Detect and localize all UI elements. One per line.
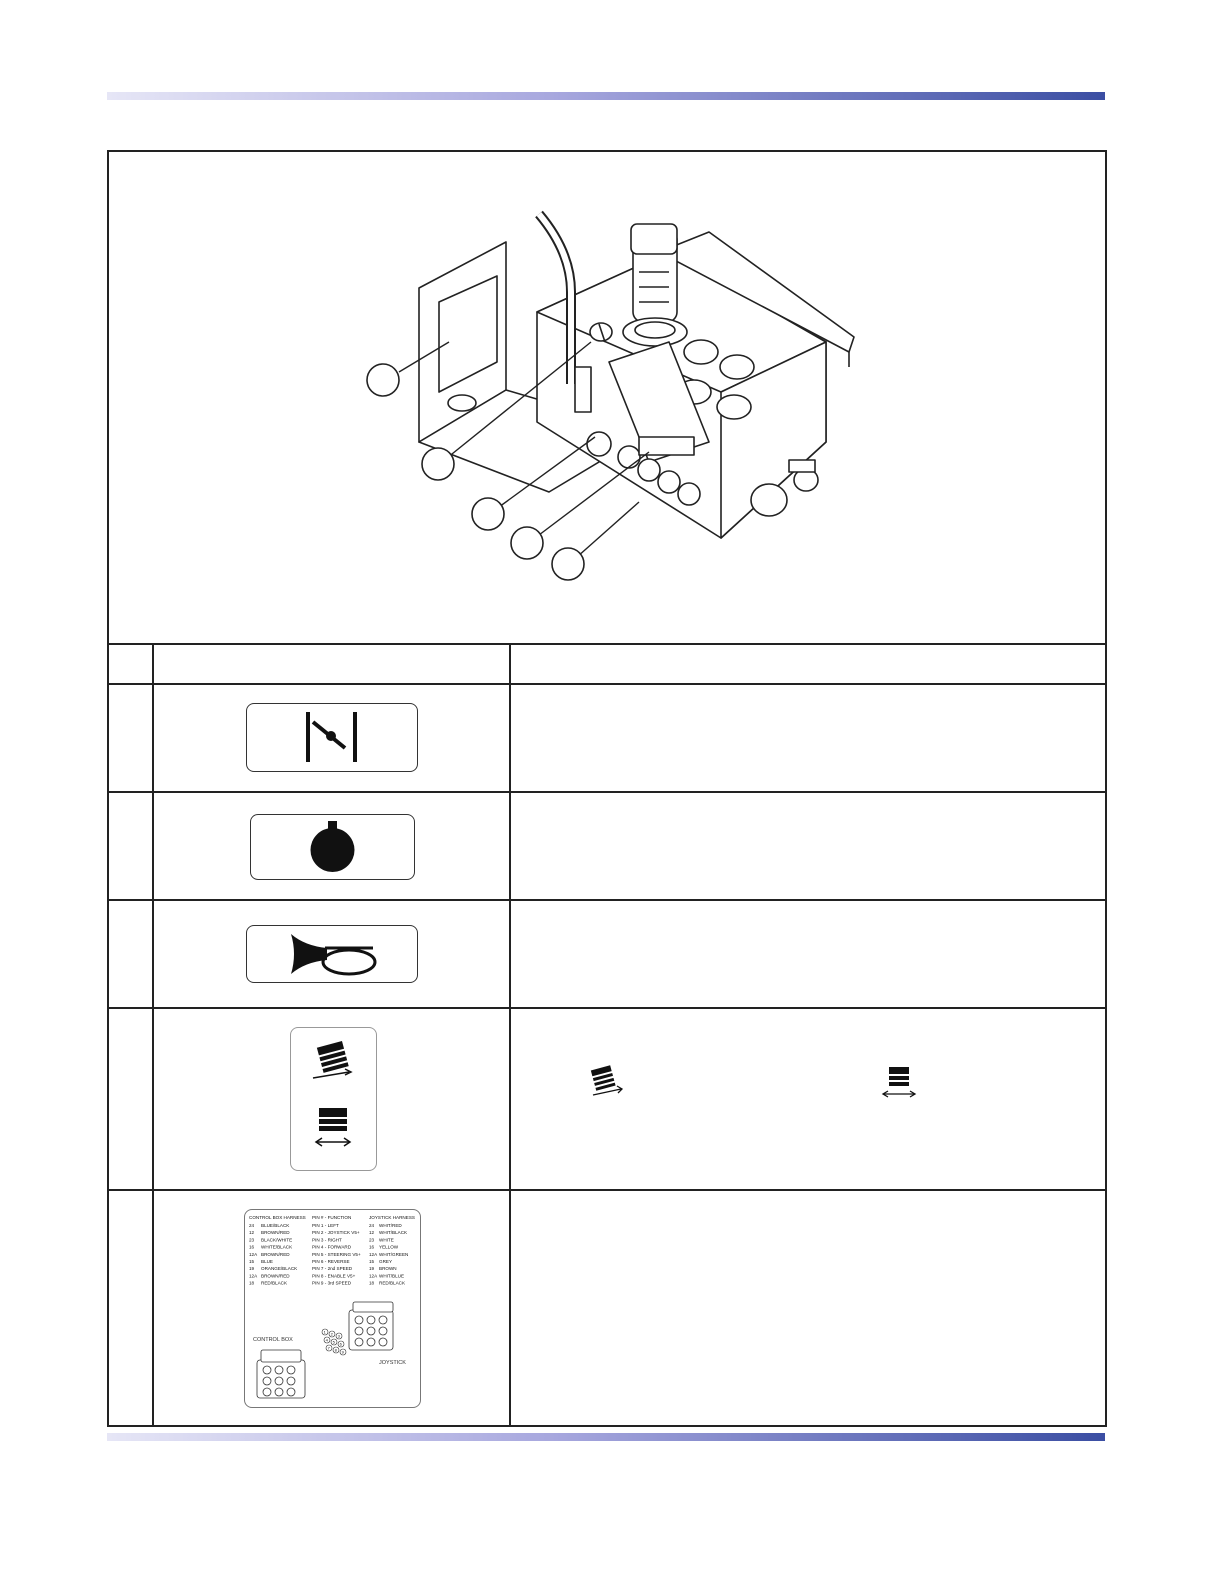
callout-circle-2 — [422, 448, 454, 480]
header-number — [109, 645, 154, 683]
wiring-cell: BROWN/RED — [261, 1230, 290, 1236]
callout-circle-4 — [511, 527, 543, 559]
pin-number: 4 — [325, 1337, 328, 1343]
wiring-cell: YELLOW — [379, 1244, 399, 1250]
wiring-cell: 23 — [369, 1237, 375, 1243]
wiring-cell: 16 — [249, 1244, 255, 1250]
wiring-cell: WHIT/BLACK — [379, 1230, 408, 1236]
callout-circle-5 — [552, 548, 584, 580]
horn-icon — [247, 926, 417, 982]
control-box-illustration — [109, 152, 1105, 645]
row-number — [109, 685, 154, 791]
wiring-cell: BLACK/WHITE — [261, 1237, 293, 1243]
wiring-cell: PIN 4 - FORWARD — [312, 1244, 352, 1250]
wiring-cell: PIN 9 - 3rd SPEED — [312, 1280, 352, 1286]
wiring-cell: PIN 3 - RIGHT — [312, 1237, 342, 1243]
harness-wiring-decal — [244, 1209, 421, 1408]
table-row — [109, 1009, 1105, 1191]
wiring-cell: WHIT/GREEN — [379, 1251, 409, 1257]
wiring-cell: BROWN/RED — [261, 1273, 290, 1279]
callout-circle-3 — [472, 498, 504, 530]
pin-number: 9 — [341, 1349, 344, 1355]
wiring-cell: 23 — [249, 1237, 255, 1243]
steering-mode-decal — [290, 1027, 377, 1171]
table-row — [109, 793, 1105, 901]
wiring-cell: PIN 2 - JOYSTICK V5+ — [312, 1230, 360, 1236]
wiring-cell: 18 — [369, 1280, 375, 1286]
wiring-cell: 15 — [369, 1259, 375, 1264]
row-description — [511, 1191, 1105, 1425]
wiring-cell: RED/BLACK — [379, 1280, 406, 1286]
wiring-cell: BLUE — [261, 1259, 274, 1264]
table-header-row — [109, 645, 1105, 685]
steering-mode-icon — [291, 1028, 376, 1170]
pin-number: 5 — [332, 1339, 335, 1345]
wiring-cell: PIN 8 - ENABLE V5+ — [312, 1273, 356, 1279]
pin-number: 3 — [337, 1333, 340, 1339]
wiring-cell: BLUE/BLACK — [261, 1223, 290, 1228]
pin-number: 7 — [327, 1345, 330, 1351]
harness-wiring-diagram — [245, 1210, 420, 1407]
svg-text:CONTROL BOX: CONTROL BOX — [253, 1337, 293, 1343]
wiring-cell: RED/BLACK — [261, 1280, 288, 1286]
header-rule — [107, 92, 1105, 100]
svg-text:JOYSTICK: JOYSTICK — [379, 1360, 406, 1366]
wiring-cell: WHITE/BLACK — [261, 1244, 293, 1250]
wiring-cell: WHITE — [379, 1237, 394, 1243]
key-switch-decal — [250, 814, 415, 880]
wiring-cell: 18 — [249, 1280, 255, 1286]
wiring-cell: 12A — [249, 1251, 258, 1257]
wiring-cell: PIN 1 - LEFT — [312, 1223, 339, 1228]
header-decal — [154, 645, 511, 683]
control-box-drawing — [109, 152, 1105, 643]
toggle-switch-decal — [246, 703, 418, 772]
row-number — [109, 901, 154, 1007]
wiring-cell: PIN 5 - STEERING V5+ — [312, 1251, 361, 1257]
wiring-cell: BROWN — [379, 1266, 397, 1272]
svg-text:PIN # - FUNCTION: PIN # - FUNCTION — [312, 1215, 352, 1220]
row-number — [109, 793, 154, 899]
table-row — [109, 901, 1105, 1009]
row-description — [511, 1009, 1105, 1189]
header-description — [511, 645, 1105, 683]
wiring-cell: 12 — [249, 1230, 255, 1236]
wiring-cell: 19 — [369, 1266, 375, 1272]
row-number — [109, 1009, 154, 1189]
key-switch-icon — [251, 815, 414, 879]
crab-steer-inline-icon — [587, 1065, 627, 1099]
wiring-cell: 19 — [249, 1266, 255, 1272]
two-wheel-steer-inline-icon — [879, 1065, 919, 1099]
callout-circle-1 — [367, 364, 399, 396]
wiring-cell: 12A — [369, 1251, 378, 1257]
wiring-cell: WHIT/BLUE — [379, 1273, 405, 1279]
wiring-cell: PIN 6 - REVERSE — [312, 1259, 350, 1264]
row-description — [511, 901, 1105, 1007]
wiring-cell: 12A — [369, 1273, 378, 1279]
wiring-cell: BROWN/RED — [261, 1251, 290, 1257]
footer-rule — [107, 1433, 1105, 1441]
wiring-cell: 12 — [369, 1230, 375, 1236]
wiring-cell: 16 — [369, 1244, 375, 1250]
pin-number: 2 — [330, 1331, 333, 1337]
wiring-cell: 12A — [249, 1273, 258, 1279]
horn-decal — [246, 925, 418, 983]
toggle-switch-icon — [247, 704, 417, 771]
table-row — [109, 685, 1105, 793]
wiring-cell: GREY — [379, 1259, 393, 1264]
wiring-cell: ORANGE/BLACK — [261, 1266, 298, 1272]
pin-number: 8 — [334, 1347, 337, 1353]
row-description — [511, 793, 1105, 899]
wiring-cell: 15 — [249, 1259, 255, 1264]
row-description — [511, 685, 1105, 791]
pin-number: 6 — [339, 1341, 342, 1347]
wiring-cell: 24 — [369, 1223, 375, 1228]
wiring-cell: WHIT/RED — [379, 1223, 402, 1228]
wiring-cell: 24 — [249, 1223, 255, 1228]
svg-text:CONTROL BOX HARNESS: CONTROL BOX HARNESS — [249, 1215, 306, 1220]
svg-text:JOYSTICK HARNESS: JOYSTICK HARNESS — [369, 1215, 415, 1220]
row-number — [109, 1191, 154, 1425]
wiring-cell: PIN 7 - 2nd SPEED — [312, 1266, 353, 1272]
table-row — [109, 1191, 1105, 1425]
pin-number: 1 — [323, 1329, 326, 1335]
figure-table-frame — [107, 150, 1107, 1427]
